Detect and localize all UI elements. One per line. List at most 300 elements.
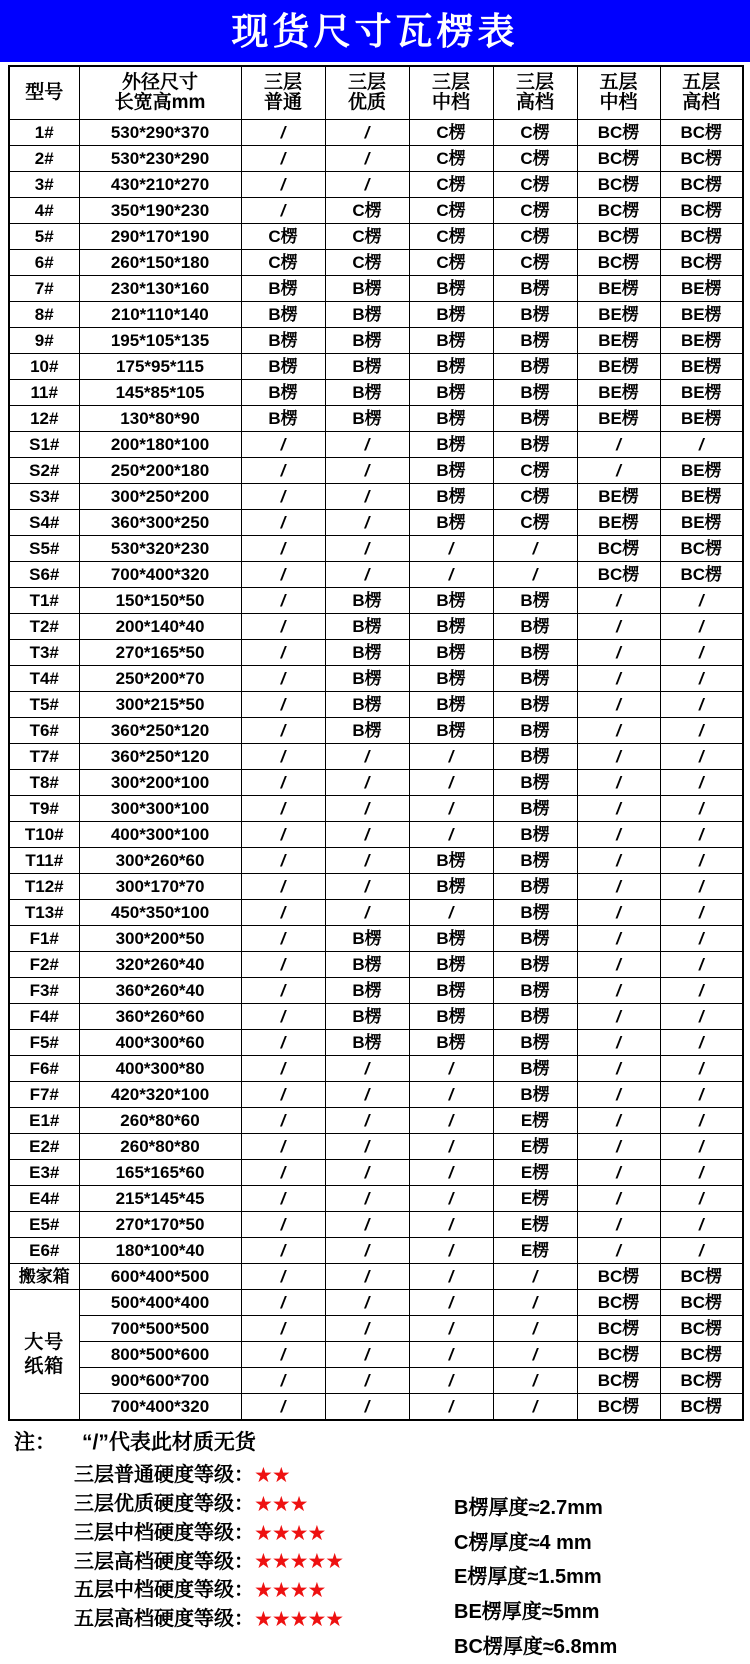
- cell-model: T9#: [9, 796, 79, 822]
- cell-flute-6: BC楞: [660, 146, 743, 172]
- cell-flute-4: C楞: [493, 224, 577, 250]
- cell-flute-5: /: [577, 666, 660, 692]
- table-row: [9, 328, 743, 354]
- cell-size: 200*180*100: [79, 432, 241, 458]
- cell-flute-5: BE楞: [577, 510, 660, 536]
- cell-model: E3#: [9, 1160, 79, 1186]
- table-row: [9, 1394, 743, 1421]
- cell-size: 360*250*120: [79, 744, 241, 770]
- cell-flute-2: B楞: [325, 380, 409, 406]
- table-row: [9, 432, 743, 458]
- cell-flute-3: /: [409, 1134, 493, 1160]
- cell-model: 9#: [9, 328, 79, 354]
- cell-flute-6: BE楞: [660, 328, 743, 354]
- cell-flute-1: B楞: [241, 302, 325, 328]
- cell-flute-5: BE楞: [577, 354, 660, 380]
- table-row: [9, 952, 743, 978]
- cell-flute-2: /: [325, 1368, 409, 1394]
- cell-flute-4: B楞: [493, 744, 577, 770]
- cell-flute-6: BE楞: [660, 458, 743, 484]
- cell-flute-5: BC楞: [577, 536, 660, 562]
- table-row: [9, 1238, 743, 1264]
- cell-flute-6: /: [660, 588, 743, 614]
- cell-flute-3: B楞: [409, 328, 493, 354]
- cell-model: F1#: [9, 926, 79, 952]
- cell-flute-2: /: [325, 1238, 409, 1264]
- table-body: [9, 120, 743, 1421]
- cell-flute-5: /: [577, 718, 660, 744]
- table-row: [9, 1186, 743, 1212]
- hardness-rating-row: [74, 1490, 444, 1519]
- cell-flute-4: B楞: [493, 718, 577, 744]
- cell-flute-5: /: [577, 614, 660, 640]
- flute-thickness-list: [444, 1461, 617, 1664]
- table-row: [9, 406, 743, 432]
- flute-thickness-row: BC楞厚度≈6.8mm: [454, 1635, 618, 1658]
- cell-model: 10#: [9, 354, 79, 380]
- cell-flute-5: BE楞: [577, 484, 660, 510]
- cell-flute-4: C楞: [493, 172, 577, 198]
- column-header-6: [493, 66, 577, 120]
- table-row: [9, 614, 743, 640]
- cell-flute-5: /: [577, 1186, 660, 1212]
- cell-size: 300*250*200: [79, 484, 241, 510]
- cell-flute-2: B楞: [325, 926, 409, 952]
- cell-flute-1: /: [241, 510, 325, 536]
- cell-flute-5: /: [577, 1160, 660, 1186]
- cell-flute-5: BE楞: [577, 276, 660, 302]
- cell-flute-2: /: [325, 172, 409, 198]
- cell-flute-3: /: [409, 796, 493, 822]
- cell-flute-5: /: [577, 822, 660, 848]
- cell-flute-2: /: [325, 484, 409, 510]
- cell-size: 260*80*60: [79, 1108, 241, 1134]
- column-header-line1: 三层: [347, 71, 386, 93]
- cell-flute-2: /: [325, 1342, 409, 1368]
- column-header-4: [325, 66, 409, 120]
- column-header-5: [409, 66, 493, 120]
- cell-flute-4: B楞: [493, 822, 577, 848]
- cell-size: 250*200*180: [79, 458, 241, 484]
- cell-flute-6: BC楞: [660, 250, 743, 276]
- cell-flute-1: /: [241, 900, 325, 926]
- cell-flute-5: BC楞: [577, 198, 660, 224]
- cell-flute-6: /: [660, 900, 743, 926]
- cell-flute-1: /: [241, 770, 325, 796]
- cell-flute-4: /: [493, 1264, 577, 1290]
- cell-flute-3: B楞: [409, 978, 493, 1004]
- cell-flute-3: /: [409, 1368, 493, 1394]
- cell-flute-3: B楞: [409, 692, 493, 718]
- table-row: [9, 770, 743, 796]
- cell-flute-1: /: [241, 1004, 325, 1030]
- column-header-line2: 长宽高mm: [114, 92, 206, 113]
- cell-size: 700*500*500: [79, 1316, 241, 1342]
- star-rating-icon: ★★★★: [254, 1521, 326, 1545]
- corrugated-spec-table: [8, 65, 744, 1421]
- cell-size: 530*230*290: [79, 146, 241, 172]
- cell-flute-1: C楞: [241, 250, 325, 276]
- cell-flute-2: B楞: [325, 302, 409, 328]
- cell-size: 165*165*60: [79, 1160, 241, 1186]
- cell-model: 7#: [9, 276, 79, 302]
- cell-flute-2: B楞: [325, 1030, 409, 1056]
- cell-model: 搬家箱: [9, 1264, 79, 1290]
- cell-size: 300*200*100: [79, 770, 241, 796]
- column-header-line2: 高档: [515, 92, 554, 113]
- cell-flute-5: /: [577, 692, 660, 718]
- hardness-rating-label: 三层中档硬度等级：: [74, 1521, 254, 1544]
- cell-flute-4: B楞: [493, 302, 577, 328]
- cell-flute-1: /: [241, 1342, 325, 1368]
- cell-flute-1: /: [241, 1368, 325, 1394]
- column-header-line1: 五层: [599, 71, 638, 93]
- cell-flute-6: BC楞: [660, 536, 743, 562]
- cell-model: 12#: [9, 406, 79, 432]
- flute-thickness-row: E楞厚度≈1.5mm: [454, 1566, 602, 1589]
- cell-size: 320*260*40: [79, 952, 241, 978]
- column-header-line1: 三层: [263, 71, 302, 93]
- cell-flute-6: BC楞: [660, 1264, 743, 1290]
- cell-model: S3#: [9, 484, 79, 510]
- cell-flute-6: BC楞: [660, 172, 743, 198]
- cell-flute-6: /: [660, 692, 743, 718]
- cell-model: T7#: [9, 744, 79, 770]
- cell-model: 1#: [9, 120, 79, 146]
- cell-flute-2: /: [325, 1134, 409, 1160]
- cell-flute-3: /: [409, 770, 493, 796]
- column-header-line1: 外径尺寸: [121, 71, 198, 93]
- cell-flute-6: /: [660, 1134, 743, 1160]
- cell-flute-4: B楞: [493, 328, 577, 354]
- cell-flute-5: /: [577, 1004, 660, 1030]
- cell-flute-3: B楞: [409, 848, 493, 874]
- row-group-label: [9, 1290, 79, 1421]
- cell-flute-1: /: [241, 120, 325, 146]
- cell-flute-5: BC楞: [577, 1342, 660, 1368]
- hardness-rating-label: 三层普通硬度等级：: [74, 1464, 254, 1487]
- cell-flute-2: B楞: [325, 614, 409, 640]
- column-header-line2: 优质: [347, 92, 386, 113]
- hardness-rating-label: 五层中档硬度等级：: [74, 1579, 254, 1602]
- cell-flute-5: /: [577, 1030, 660, 1056]
- hardness-rating-label: 五层高档硬度等级：: [74, 1608, 254, 1631]
- cell-flute-5: BC楞: [577, 120, 660, 146]
- page-banner: [0, 0, 750, 62]
- cell-flute-5: /: [577, 874, 660, 900]
- column-header-line1: 五层: [682, 71, 721, 93]
- cell-flute-6: BC楞: [660, 1394, 743, 1421]
- cell-size: 530*320*230: [79, 536, 241, 562]
- cell-flute-4: /: [493, 1368, 577, 1394]
- table-row: [9, 1082, 743, 1108]
- table-head: [9, 66, 743, 120]
- table-row: [9, 276, 743, 302]
- table-row: [9, 822, 743, 848]
- cell-flute-5: /: [577, 640, 660, 666]
- cell-flute-1: C楞: [241, 224, 325, 250]
- cell-size: 300*215*50: [79, 692, 241, 718]
- star-rating-icon: ★★★★★: [254, 1550, 344, 1574]
- cell-size: 700*400*320: [79, 562, 241, 588]
- cell-flute-4: E楞: [493, 1238, 577, 1264]
- cell-flute-3: B楞: [409, 510, 493, 536]
- hardness-rating-row: [74, 1605, 444, 1634]
- cell-flute-4: B楞: [493, 588, 577, 614]
- table-row: [9, 874, 743, 900]
- cell-flute-3: B楞: [409, 406, 493, 432]
- cell-model: E4#: [9, 1186, 79, 1212]
- table-row: [9, 796, 743, 822]
- table-row: [9, 562, 743, 588]
- column-header-1: [9, 66, 79, 120]
- star-rating-icon: ★★: [254, 1464, 290, 1488]
- cell-flute-2: B楞: [325, 640, 409, 666]
- cell-flute-3: B楞: [409, 484, 493, 510]
- cell-size: 450*350*100: [79, 900, 241, 926]
- cell-flute-3: /: [409, 1394, 493, 1421]
- cell-model: F3#: [9, 978, 79, 1004]
- cell-size: 210*110*140: [79, 302, 241, 328]
- cell-model: T12#: [9, 874, 79, 900]
- cell-flute-6: /: [660, 1238, 743, 1264]
- cell-size: 215*145*45: [79, 1186, 241, 1212]
- table-row: [9, 744, 743, 770]
- cell-flute-4: E楞: [493, 1134, 577, 1160]
- cell-flute-4: B楞: [493, 874, 577, 900]
- cell-flute-5: /: [577, 1108, 660, 1134]
- cell-flute-3: /: [409, 744, 493, 770]
- cell-flute-1: /: [241, 926, 325, 952]
- cell-flute-1: /: [241, 1394, 325, 1421]
- cell-flute-3: /: [409, 1160, 493, 1186]
- cell-model: E5#: [9, 1212, 79, 1238]
- cell-flute-5: BC楞: [577, 1316, 660, 1342]
- flute-thickness-row: B楞厚度≈2.7mm: [454, 1497, 603, 1520]
- cell-flute-6: BC楞: [660, 1316, 743, 1342]
- cell-flute-3: /: [409, 1056, 493, 1082]
- cell-flute-5: BC楞: [577, 146, 660, 172]
- cell-flute-1: /: [241, 744, 325, 770]
- cell-flute-2: B楞: [325, 1004, 409, 1030]
- cell-flute-2: C楞: [325, 224, 409, 250]
- cell-flute-6: BC楞: [660, 120, 743, 146]
- cell-flute-4: B楞: [493, 640, 577, 666]
- cell-model: S1#: [9, 432, 79, 458]
- cell-flute-4: B楞: [493, 900, 577, 926]
- column-header-line2: 中档: [431, 92, 470, 113]
- cell-model: F7#: [9, 1082, 79, 1108]
- cell-flute-2: /: [325, 1394, 409, 1421]
- cell-flute-2: B楞: [325, 588, 409, 614]
- cell-flute-6: /: [660, 1004, 743, 1030]
- cell-flute-6: /: [660, 874, 743, 900]
- cell-model: T6#: [9, 718, 79, 744]
- cell-flute-5: /: [577, 1238, 660, 1264]
- cell-size: 800*500*600: [79, 1342, 241, 1368]
- cell-flute-4: /: [493, 1290, 577, 1316]
- cell-flute-6: /: [660, 1030, 743, 1056]
- table-row: [9, 380, 743, 406]
- cell-flute-3: /: [409, 822, 493, 848]
- cell-flute-3: B楞: [409, 276, 493, 302]
- cell-flute-5: BE楞: [577, 406, 660, 432]
- cell-flute-6: BE楞: [660, 380, 743, 406]
- star-rating-icon: ★★★★★: [254, 1608, 344, 1632]
- cell-flute-5: /: [577, 1056, 660, 1082]
- cell-flute-6: BE楞: [660, 354, 743, 380]
- cell-flute-3: B楞: [409, 588, 493, 614]
- cell-model: F5#: [9, 1030, 79, 1056]
- cell-flute-6: /: [660, 432, 743, 458]
- cell-flute-1: /: [241, 1030, 325, 1056]
- cell-flute-5: /: [577, 458, 660, 484]
- column-header-line1: 三层: [515, 71, 554, 93]
- cell-flute-2: /: [325, 770, 409, 796]
- column-header-2: [79, 66, 241, 120]
- cell-flute-2: /: [325, 536, 409, 562]
- cell-flute-6: /: [660, 1160, 743, 1186]
- cell-flute-2: /: [325, 146, 409, 172]
- cell-model: T3#: [9, 640, 79, 666]
- cell-flute-1: /: [241, 718, 325, 744]
- cell-model: S6#: [9, 562, 79, 588]
- cell-flute-6: /: [660, 822, 743, 848]
- cell-size: 600*400*500: [79, 1264, 241, 1290]
- cell-flute-2: /: [325, 1212, 409, 1238]
- cell-flute-1: /: [241, 1316, 325, 1342]
- cell-flute-2: /: [325, 822, 409, 848]
- column-header-8: [660, 66, 743, 120]
- cell-flute-1: /: [241, 1212, 325, 1238]
- cell-size: 400*300*100: [79, 822, 241, 848]
- cell-model: T10#: [9, 822, 79, 848]
- hardness-rating-row: [74, 1461, 444, 1490]
- cell-flute-4: C楞: [493, 510, 577, 536]
- note-text: “/”代表此材质无货: [82, 1431, 256, 1454]
- cell-size: 200*140*40: [79, 614, 241, 640]
- cell-flute-4: B楞: [493, 848, 577, 874]
- cell-model: T4#: [9, 666, 79, 692]
- cell-flute-6: /: [660, 978, 743, 1004]
- cell-flute-2: C楞: [325, 250, 409, 276]
- cell-flute-2: /: [325, 510, 409, 536]
- star-rating-icon: ★★★: [254, 1492, 308, 1516]
- header-row: [9, 66, 743, 120]
- table-row: [9, 848, 743, 874]
- cell-flute-6: /: [660, 1082, 743, 1108]
- cell-flute-1: /: [241, 588, 325, 614]
- cell-flute-6: /: [660, 718, 743, 744]
- row-group-label-line2: 纸箱: [24, 1355, 65, 1377]
- cell-flute-2: C楞: [325, 198, 409, 224]
- cell-flute-1: /: [241, 822, 325, 848]
- table-row: [9, 172, 743, 198]
- column-header-line1: 三层: [431, 71, 470, 93]
- column-header-line1: 型号: [25, 81, 64, 103]
- cell-size: 270*165*50: [79, 640, 241, 666]
- cell-model: T5#: [9, 692, 79, 718]
- column-header-line2: 普通: [263, 92, 302, 113]
- cell-flute-4: E楞: [493, 1108, 577, 1134]
- cell-flute-1: /: [241, 146, 325, 172]
- cell-flute-3: B楞: [409, 614, 493, 640]
- cell-flute-1: /: [241, 458, 325, 484]
- cell-flute-3: /: [409, 562, 493, 588]
- cell-flute-5: BC楞: [577, 224, 660, 250]
- cell-size: 400*300*80: [79, 1056, 241, 1082]
- hardness-rating-label: 三层优质硬度等级：: [74, 1492, 254, 1515]
- cell-flute-2: /: [325, 874, 409, 900]
- cell-flute-1: /: [241, 952, 325, 978]
- cell-flute-1: /: [241, 1056, 325, 1082]
- cell-flute-1: B楞: [241, 406, 325, 432]
- cell-flute-3: B楞: [409, 380, 493, 406]
- cell-flute-3: C楞: [409, 120, 493, 146]
- table-row: [9, 1030, 743, 1056]
- cell-size: 360*250*120: [79, 718, 241, 744]
- cell-flute-2: B楞: [325, 952, 409, 978]
- table-row: [9, 978, 743, 1004]
- cell-flute-4: C楞: [493, 250, 577, 276]
- cell-flute-6: /: [660, 1212, 743, 1238]
- cell-flute-4: B楞: [493, 770, 577, 796]
- cell-size: 175*95*115: [79, 354, 241, 380]
- cell-flute-4: B楞: [493, 1056, 577, 1082]
- cell-flute-2: /: [325, 1290, 409, 1316]
- column-header-line2: 高档: [682, 92, 721, 113]
- cell-size: 350*190*230: [79, 198, 241, 224]
- cell-flute-1: /: [241, 1108, 325, 1134]
- cell-flute-2: /: [325, 458, 409, 484]
- cell-flute-6: BC楞: [660, 1290, 743, 1316]
- cell-model: 8#: [9, 302, 79, 328]
- cell-flute-3: /: [409, 1342, 493, 1368]
- flute-thickness-row: BE楞厚度≈5mm: [454, 1600, 600, 1623]
- hardness-rating-row: [74, 1519, 444, 1548]
- table-row: [9, 926, 743, 952]
- cell-size: 360*260*60: [79, 1004, 241, 1030]
- cell-flute-4: B楞: [493, 666, 577, 692]
- cell-flute-3: /: [409, 1186, 493, 1212]
- cell-flute-5: BE楞: [577, 302, 660, 328]
- note-line: [14, 1430, 740, 1455]
- cell-flute-1: /: [241, 1134, 325, 1160]
- cell-flute-3: /: [409, 536, 493, 562]
- hardness-rating-label: 三层高档硬度等级：: [74, 1550, 254, 1573]
- cell-flute-1: /: [241, 614, 325, 640]
- cell-size: 530*290*370: [79, 120, 241, 146]
- cell-flute-5: BC楞: [577, 250, 660, 276]
- cell-model: S2#: [9, 458, 79, 484]
- cell-flute-6: /: [660, 952, 743, 978]
- table-row: [9, 120, 743, 146]
- cell-flute-5: BC楞: [577, 1394, 660, 1421]
- cell-model: 11#: [9, 380, 79, 406]
- cell-flute-4: B楞: [493, 614, 577, 640]
- cell-flute-3: /: [409, 1238, 493, 1264]
- cell-flute-2: /: [325, 1264, 409, 1290]
- cell-model: T13#: [9, 900, 79, 926]
- cell-flute-4: C楞: [493, 120, 577, 146]
- table-row: [9, 198, 743, 224]
- cell-flute-2: /: [325, 1056, 409, 1082]
- cell-flute-3: /: [409, 1082, 493, 1108]
- cell-flute-4: B楞: [493, 354, 577, 380]
- cell-flute-3: B楞: [409, 718, 493, 744]
- cell-flute-2: /: [325, 1108, 409, 1134]
- cell-flute-5: /: [577, 432, 660, 458]
